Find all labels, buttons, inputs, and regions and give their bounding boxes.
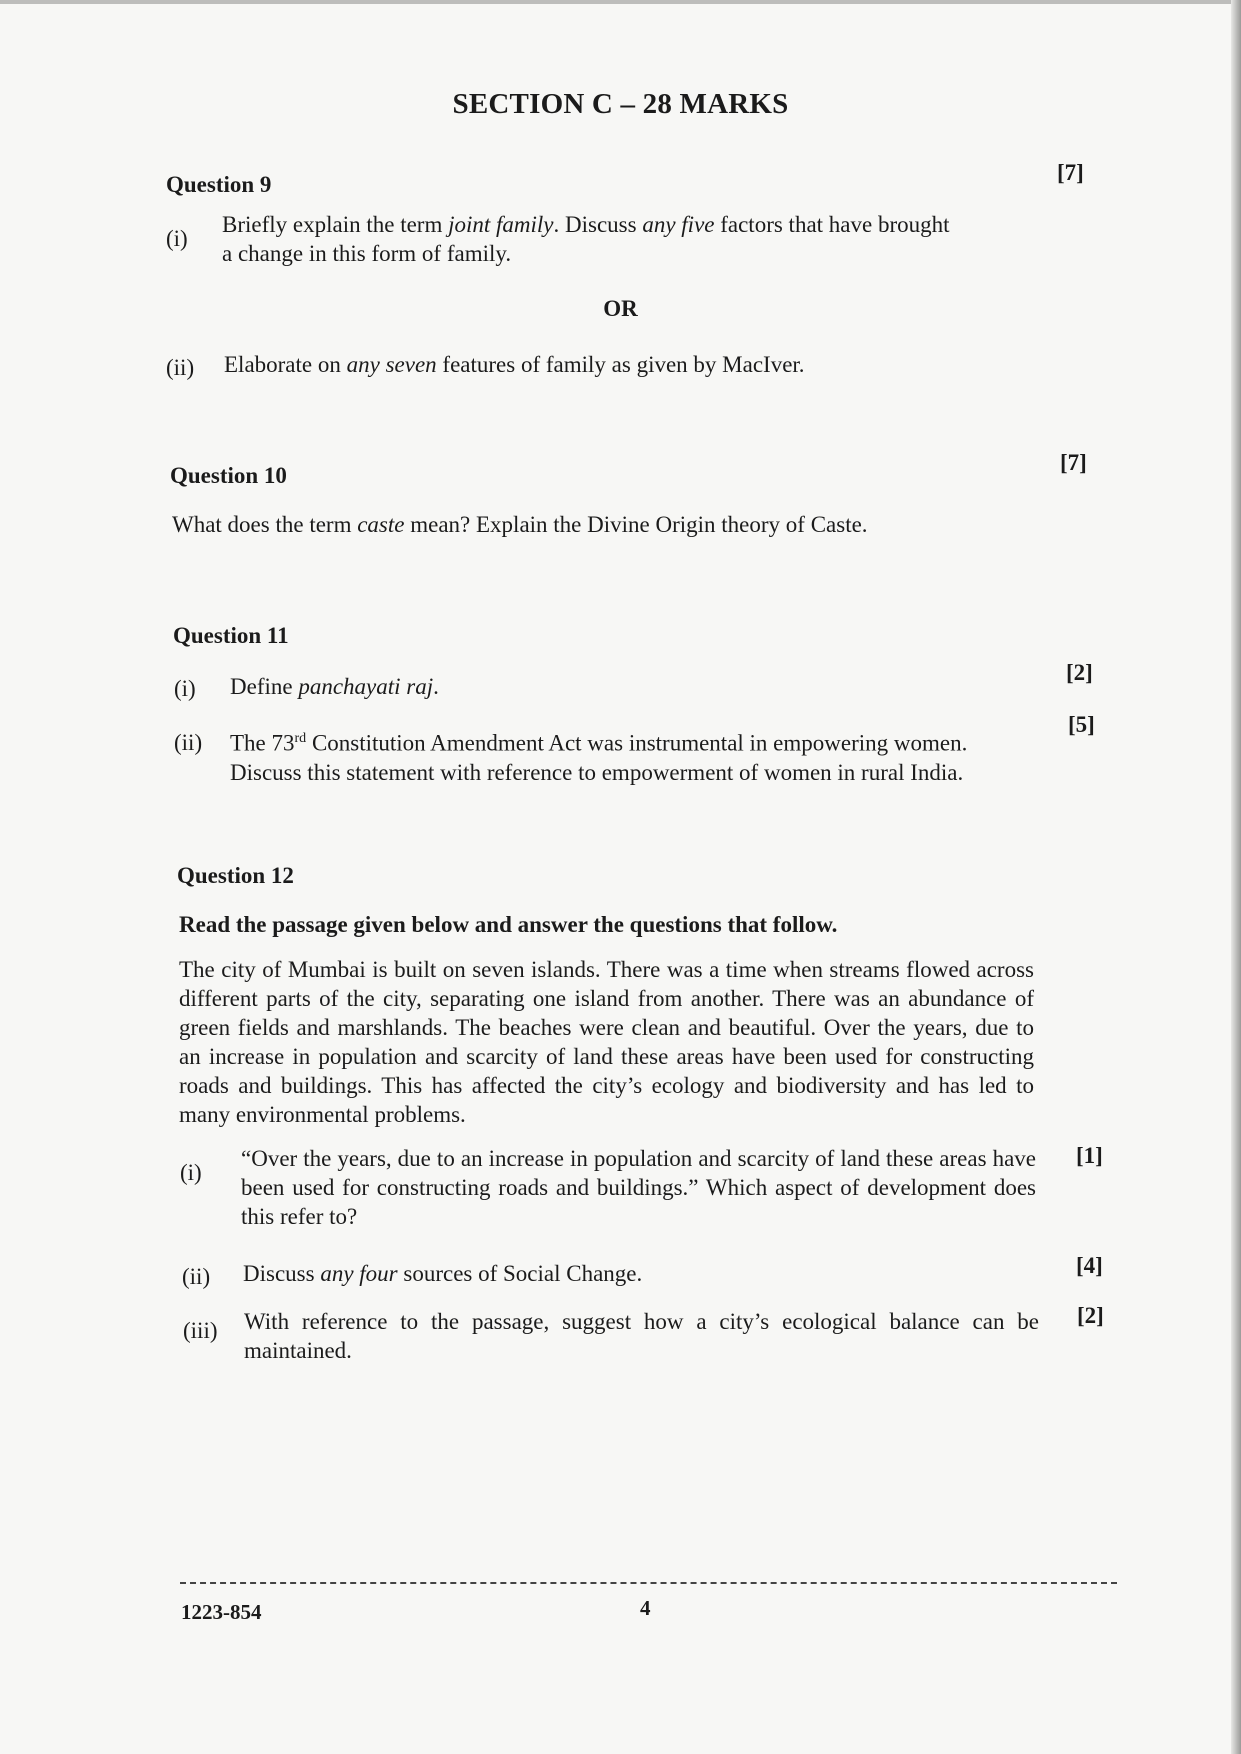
q11-ii-superscript: rd (294, 731, 307, 746)
scan-right-edge (1231, 0, 1241, 1754)
q10-term-caste: caste (357, 512, 405, 537)
scan-top-edge (0, 0, 1241, 4)
q12-instruction: Read the passage given below and answer the questions that follow. (179, 912, 838, 937)
question-10-marks: [7] (1060, 450, 1087, 475)
q9-i-text-a: Briefly explain the term (222, 212, 449, 237)
q11-part-i-marks: [2] (1066, 660, 1093, 685)
q9-part-ii-number: (ii) (166, 355, 195, 380)
q9-ii-text-a: Elaborate on (224, 352, 347, 377)
q11-i-text-b: . (433, 674, 439, 699)
q12-part-i-marks: [1] (1076, 1143, 1103, 1168)
q11-i-term-panchayati-raj: panchayati raj (298, 674, 434, 699)
question-10-text (172, 510, 1022, 539)
q10-text-b: mean? Explain the Divine Origin theory of Caste. (404, 512, 868, 537)
q9-i-text-b: . Discuss (553, 212, 643, 237)
question-9-marks: [7] (1057, 160, 1084, 185)
footer-dashed-rule (180, 1582, 1117, 1584)
q11-part-ii-line-2: Discuss this statement with reference to empowerment of women in rural India. (230, 759, 964, 785)
q11-part-ii-text (230, 724, 1050, 787)
q11-part-ii-marks: [5] (1068, 712, 1095, 737)
question-9-heading: Question 9 (166, 172, 272, 197)
q9-part-i-line-1 (222, 210, 1022, 239)
question-11-heading: Question 11 (173, 623, 289, 648)
q9-i-text-c: factors that have brought (714, 212, 950, 237)
q9-part-i-number: (i) (166, 226, 188, 251)
question-10-heading: Question 10 (170, 463, 287, 488)
q11-part-i-number: (i) (174, 676, 196, 701)
footer-page-number: 4 (640, 1596, 651, 1620)
q11-part-i-text (230, 672, 1010, 701)
q9-part-ii-text (224, 350, 1024, 379)
q12-part-ii-marks: [4] (1076, 1253, 1103, 1278)
q12-part-iii-text: With reference to the passage, suggest how a city’s ecological balance can be maintained. (244, 1309, 1039, 1363)
q12-part-ii-number: (ii) (182, 1264, 211, 1289)
q9-part-i-text (222, 210, 1022, 268)
q11-part-ii-line-1 (230, 724, 1050, 758)
q9-ii-text-b: features of family as given by MacIver. (436, 352, 805, 377)
q9-i-term-joint-family: joint family (448, 212, 554, 237)
q12-passage: The city of Mumbai is built on seven islands. There was a time when streams flowed across different parts of the city, separating one island from another. There was an abundance of green fields and marshlands. The beaches were clean and beautiful. Over the years, due to an increase in population and scarcity of land these areas have been used for constructing roads and buildings. This has affected the city’s ecology and biodiversity and has led to many environmental problems. (179, 957, 1034, 1127)
q11-ii-text-b: Constitution Amendment Act was instrumental in empowering women. (306, 730, 968, 756)
q9-ii-term-any-seven: any seven (346, 352, 437, 377)
q12-ii-term-any-four: any four (320, 1261, 398, 1286)
q12-part-ii-text (243, 1259, 1023, 1288)
q10-text-a: What does the term (172, 512, 358, 537)
q9-i-term-any-five: any five (642, 212, 715, 237)
q12-part-i-text: “Over the years, due to an increase in population and scarcity of land these areas have been used for constructing roads and buildings.” Which aspect of development does this refer to? (241, 1146, 1036, 1229)
q11-part-ii-number: (ii) (174, 730, 203, 755)
footer-paper-code: 1223-854 (181, 1600, 262, 1624)
q11-i-text-a: Define (230, 674, 299, 699)
q12-part-i-number: (i) (180, 1160, 202, 1185)
q12-part-iii-number: (iii) (183, 1318, 218, 1343)
q9-or-separator: OR (603, 296, 638, 321)
q11-ii-text-a: The 73 (230, 730, 295, 756)
q12-ii-text-b: sources of Social Change. (397, 1261, 643, 1286)
q9-part-i-line-2: a change in this form of family. (222, 241, 512, 266)
q12-ii-text-a: Discuss (243, 1261, 321, 1286)
section-title: SECTION C – 28 MARKS (452, 88, 789, 120)
q12-part-iii-marks: [2] (1077, 1303, 1104, 1328)
question-12-heading: Question 12 (177, 863, 294, 888)
